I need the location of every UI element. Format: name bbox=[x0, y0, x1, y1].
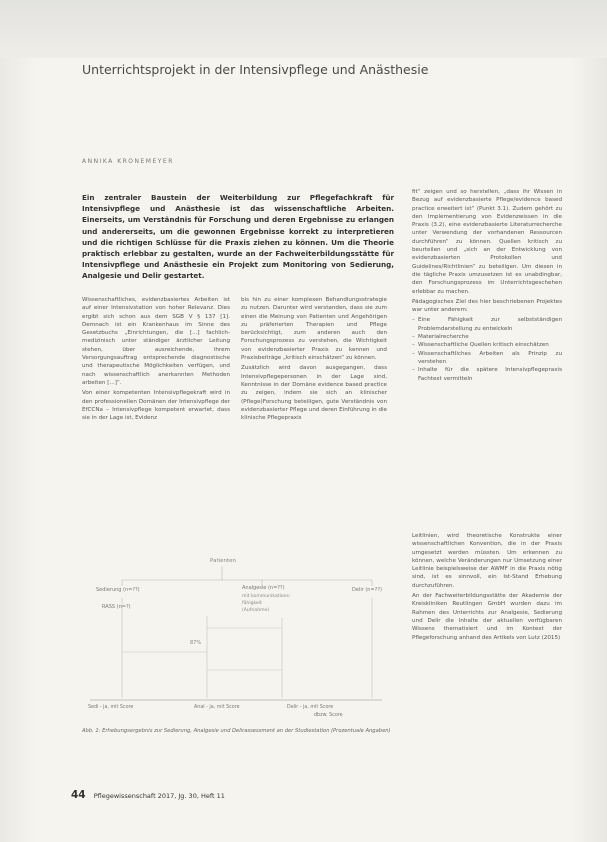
body-column-3 bbox=[412, 188, 562, 383]
article-kicker: Unterrichtsprojekt in der Intensivpflege und Anästhesie bbox=[82, 62, 429, 77]
lead-paragraph: Ein zentraler Baustein der Weiterbildung zur Pflegefachkraft für Intensivpflege und Anästhesie ist das wissenschaftliche Arbeiten. Einerseits, um Verständnis für Forschung und deren Ergebnisse zu erlangen und andererseits, um die gewonnen Ergebnisse korrekt zu interpretieren und die richtigen Schlüsse für die Praxis ziehen zu können. Um die Theorie praktisch erlebbar zu gestalten, wurde an der Fachweiterbildungsstätte für Intensivpflege und Anästhesie ein Projekt zum Monitoring von Sedierung, Analgesie und Delir gestartet. bbox=[82, 193, 394, 281]
page-footer bbox=[71, 789, 225, 801]
diagram-mid-text: mit kommunikations- bbox=[242, 594, 291, 599]
diagram-box-label: Delir (n=??) bbox=[352, 587, 382, 593]
list-item: – Eine Fähigkeit zur selbstständigen Problemdarstellung zu entwickeln bbox=[412, 316, 562, 333]
journal-reference: Pflegewissenschaft 2017, Jg. 30, Heft 11 bbox=[93, 792, 225, 800]
page-number: 44 bbox=[71, 789, 86, 801]
diagram-percent: 87% bbox=[190, 640, 202, 646]
diagram-axis-label: Delir - ja, mit Score bbox=[287, 705, 334, 710]
diagram-top-label: Patienten bbox=[210, 558, 237, 564]
body-column-4 bbox=[412, 532, 562, 644]
author-line: ANNIKA KRONEMEYER bbox=[82, 158, 174, 165]
diagram-axis-label: dbzw. Score bbox=[314, 713, 343, 718]
diagram-box-label: Analgesie (n=??) bbox=[242, 585, 285, 591]
paragraph: Wissenschaftliches, evidenzbasiertes Arbeiten ist auf einer Intensivstation von hoher Relevanz. Dies ergibt sich schon aus dem SGB V § 137 [1]. Demnach ist ein Krankenhaus im Sinne des Gesetzbuchs „Einrichtungen, die [...] fachlich-medizinisch unter ständiger ärztlicher Leitung stehen, über ausreichende, ihrem Versorgungsauftrag entsprechende diagnostische und therapeutische Möglichkeiten verfügen, und nach wissenschaftlich anerkannten Methoden arbeiten [...]“. bbox=[82, 297, 230, 386]
body-column-2 bbox=[241, 296, 387, 424]
figure-diagram bbox=[82, 548, 392, 726]
list-item: – Materialrecherche bbox=[412, 333, 562, 341]
diagram-axis-label: Sedi - ja, mit Score bbox=[88, 705, 134, 710]
paragraph: Zusätzlich wird davon ausgegangen, dass Intensivpflegepersonen in der Lage sind, Kenntnisse in der Domäne evidence based practice zu zeigen, indem sie sich an klinischer (Pflege)Forschung beteiligen, gute Verständnis von evidenzbasierter Pflege und deren Einführung in die klinische Pflegepraxis bbox=[241, 365, 387, 422]
body-column-1 bbox=[82, 296, 230, 424]
paragraph: bis hin zu einer komplexen Behandlungsstrategie zu nutzen. Darunter wird verstanden, dass sie zum einen die Meinung von Patienten und Angehörigen zu präferierten Therapien und Pflege berücksichtigt, zum anderen auch den Forschungsprozess zu verstehen, die Wichtigkeit von evidenzbasierter Praxis zu kennen und Praxisbeiträge „kritisch einschätzen“ zu können. bbox=[241, 297, 387, 362]
diagram-box-label: RASS (n=?) bbox=[102, 604, 131, 610]
header-band bbox=[0, 0, 607, 58]
diagram-axis-label: Anal - ja, mit Score bbox=[194, 705, 240, 710]
diagram-mid-text: fähigkeit bbox=[242, 601, 262, 606]
list-item: – Wissenschaftliche Quellen kritisch einschätzen bbox=[412, 341, 562, 349]
paragraph: An der Fachweiterbildungsstätte der Akademie der Kreiskliniken Reutlingen GmbH wurden dazu im Rahmen des Unterrichts zur Analgesie, Sedierung und Delir die Inhalte der aktuellen verfügbaren Wissens thematisiert und im Kontext der Pflegeforschung anhand des Artikels von Lutz (2015) bbox=[412, 593, 562, 641]
diagram-svg bbox=[82, 548, 392, 726]
list-item: – Inhalte für die spätere Intensivpflegepraxis Fachtext vermitteln bbox=[412, 366, 562, 383]
diagram-box-label: Sedierung (n=??) bbox=[96, 587, 140, 593]
list-item: – Wissenschaftliches Arbeiten als Prinzip zu verstehen bbox=[412, 350, 562, 367]
paragraph: fit“ zeigen und so herstellen, „dass ihr Wissen in Bezug auf evidenzbasierte Pflege/evidence based practice erweitert ist“ (Punkt 3.1). Zudem gehört zu den Implementierung von Evidenzwissen in die Praxis (3.2), eine evidenzbasierte Literaturrecherche unter Verwendung der vorhandenen Ressourcen durchführen“ zu können. Quellen kritisch zu beurteilen und „sich an der Entwicklung von evidenzbasierten Protokollen und Guidelines/Richtlinien“ zu beteiligen. Um diesen in die tägliche Praxis umzusetzen ist es unabdingbar, den Forschungsprozess im Unterrichtsgeschehen erlebbar zu machen. bbox=[412, 189, 562, 295]
diagram-mid-text: (Aufnahme) bbox=[242, 608, 270, 613]
paragraph: Pädagogisches Ziel des hier beschriebenen Projektes war unter anderem: bbox=[412, 298, 562, 314]
goal-list bbox=[412, 316, 562, 382]
figure-caption: Abb. 1: Erhebungsergebnis zur Sedierung, Analgesie und Delirassessment an der Studiestation (Prozentuale Angaben) bbox=[82, 728, 391, 734]
paragraph: Leitlinien, wird theoretische Konstrukte einer wissenschaftlichen Konvention, die in der Praxis umgesetzt werden müssten. Um erkennen zu können, welche Veränderungen nur Umsetzung einer Leitlinie beispielsweise der AWMF in die Praxis nötig sind, ist es sinnvoll, ein Ist-Stand Erhebung durchzuführen. bbox=[412, 533, 562, 589]
paragraph: Von einer kompetenten Intensivpflegekraft wird in den professionellen Domänen der Intensivpflege der EfCCNa – Intensivpflege kompetent erwartet, dass sie in der Lage ist, Evidenz bbox=[82, 390, 230, 422]
